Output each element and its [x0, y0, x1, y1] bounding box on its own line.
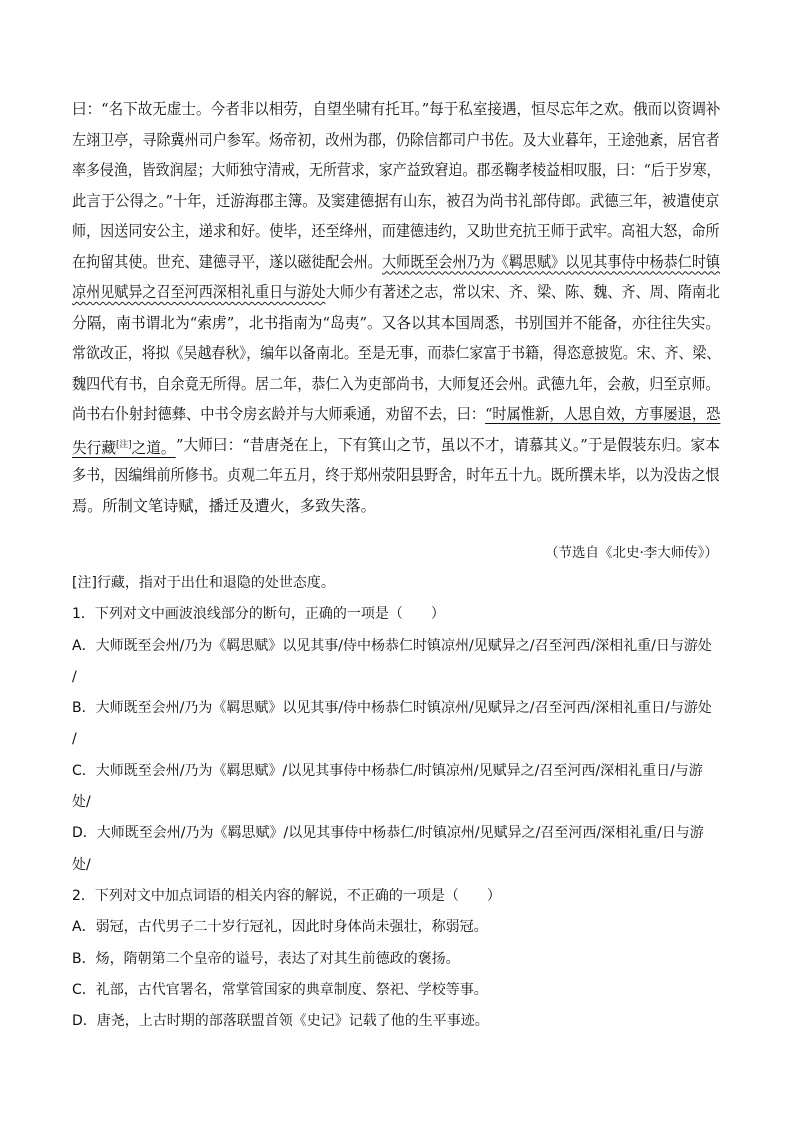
passage-line: [72, 247, 720, 278]
question-1-option-b: B．大师既至会州/乃为《羁思赋》以见其事/侍中杨恭仁时镇凉州/见赋异之/召至河西/深相礼重日/与游处: [72, 700, 712, 717]
passage-source: （节选自《北史·李大师传》）: [544, 545, 718, 561]
passage-line: [72, 155, 720, 186]
passage-text: ”大师曰：“昔唐尧在上，下有箕山之节，虽以不才，请慕其义。”于是假装东归。家本: [175, 435, 720, 454]
question-1-option-d: D．大师既至会州/乃为《羁思赋》/以见其事侍中杨恭仁/时镇凉州/见赋异之/召至河西/深相礼重/日与游: [72, 825, 704, 842]
passage-line: [72, 399, 720, 430]
annotation-note: [注]行藏，指对于出仕和退隐的处世态度。: [72, 575, 335, 591]
question-1-option-d-cont: 处/: [72, 856, 91, 873]
question-1-stem: 1．下列对文中画波浪线部分的断句，正确的一项是（ ）: [72, 606, 445, 623]
question-1-option-c: C．大师既至会州/乃为《羁思赋》/以见其事侍中杨恭仁/时镇凉州/见赋异之/召至河西/深相礼重日/与游: [72, 762, 703, 779]
question-2-option-a: A．弱冠，古代男子二十岁行冠礼，因此时身体尚未强壮，称弱冠。: [72, 919, 488, 936]
passage-line: [72, 430, 720, 461]
footnote-marker: [注]: [116, 439, 132, 450]
passage-text: 师，因送同安公主，递求和好。使毕，还至绛州，而建德违约，又助世充抗王师于武牢。高祖大怒，命所: [72, 222, 720, 240]
passage-line: [72, 491, 720, 522]
passage-text: 魏四代有书，自余竟无所得。居二年，恭仁入为吏部尚书，大师复还会州。武德九年，会赦，归至京师。: [72, 374, 720, 393]
passage-line: [72, 216, 720, 247]
passage-text: 焉。所制文笔诗赋，播迁及遭火，多致失落。: [72, 496, 376, 515]
question-2-stem: 2．下列对文中加点词语的相关内容的解说，不正确的一项是（ ）: [72, 887, 501, 904]
question-1-option-a: A．大师既至会州/乃为《羁思赋》以见其事/侍中杨恭仁时镇凉州/见赋异之/召至河西/深相礼重/日与游处: [72, 637, 712, 654]
question-2-option-c: C．礼部，古代官署名，常掌管国家的典章制度、祭祀、学校等事。: [72, 981, 488, 998]
underlined-text: 失行藏[注]之道。: [72, 438, 176, 457]
passage-line: [72, 460, 720, 491]
passage-text: 率多侵渔，皆致润屋；大师独守清戒，无所营求，家产益致窘迫。郡丞鞠孝棱益相叹服，曰：“后于岁寒，: [72, 161, 721, 179]
passage-line: [72, 338, 720, 369]
passage-line: [72, 186, 720, 217]
passage-text: 左翊卫亭，寻除冀州司户参军。炀帝初，改州为郡，仍除信都司户书佐。及大业暮年，王途弛紊，居官者: [72, 130, 720, 149]
question-1-option-c-cont: 处/: [72, 794, 91, 811]
question-2-option-d: D．唐尧，上古时期的部落联盟首领《史记》记载了他的生平事迹。: [72, 1013, 489, 1030]
passage-text: 分隔，南书谓北为“索虏”，北书指南为“岛夷”。又各以其本国周悉，书别国并不能备，亦往往失实。: [72, 313, 721, 332]
passage-line: [72, 369, 720, 400]
wavy-underlined-text: 凉州见赋异之召至河西深相礼重日与游处: [72, 283, 326, 301]
question-1-option-b-cont: /: [72, 731, 77, 748]
classical-chinese-passage: [72, 94, 720, 521]
passage-line: [72, 277, 720, 308]
questions-section: [72, 568, 722, 1037]
passage-text: 常欲改正，将拟《吴越春秋》，编年以备南北。至是无事，而恭仁家富于书籍，得恣意披览。宋、齐、梁、: [72, 344, 721, 362]
underlined-text: “时属惟新，人思自效，方事屡退，恐: [485, 405, 721, 423]
question-2-option-b: B．炀，隋朝第二个皇帝的谥号，表达了对其生前德政的褒扬。: [72, 950, 460, 967]
passage-line: [72, 308, 720, 339]
question-1-option-a-cont: /: [72, 668, 77, 685]
passage-text: 多书，因编缉前所修书。贞观二年五月，终于郑州荥阳县野舍，时年五十九。既所撰未毕，以为没齿之恨: [72, 466, 720, 484]
passage-text: 此言于公得之。”十年，迁游海郡主簿。及窦建德据有山东，被召为尚书礼部侍郎。武德三年，被遣使京: [72, 191, 720, 210]
wavy-underlined-text: 大师既至会州乃为《羁思赋》以见其事侍中杨恭仁时镇: [382, 252, 720, 271]
passage-line: [72, 94, 720, 125]
passage-text: 大师少有著述之志，常以宋、齐、梁、陈、魏、齐、周、隋南北: [325, 283, 720, 301]
passage-line: [72, 125, 720, 156]
passage-text: 在拘留其使。世充、建德寻平，遂以磁徙配会州。: [72, 252, 382, 271]
passage-text: 尚书右仆射封德彝、中书令房玄龄并与大师乘通，劝留不去，曰：: [72, 405, 486, 423]
passage-text: 曰：“名下故无虚士。今者非以相劳，自望坐啸有托耳。”每于私室接遇，恒尽忘年之欢。俄而以资调补: [72, 100, 721, 118]
